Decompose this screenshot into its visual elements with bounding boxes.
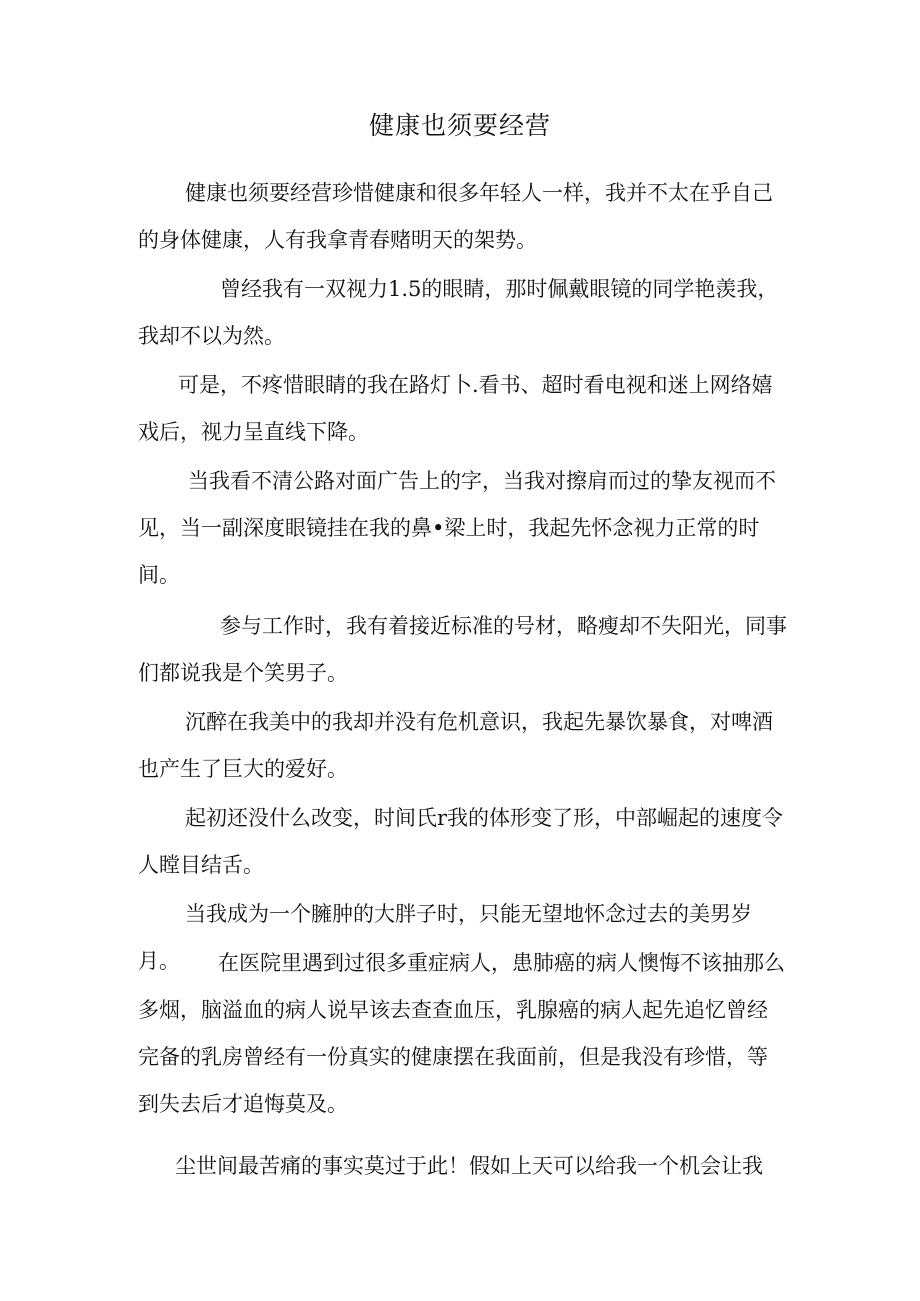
paragraph-7: 起初还没什么改变，时间氏r我的体形变了形，中部崛起的速度令人瞠目结舌。 xyxy=(138,806,784,877)
paragraph-8: 当我成为一个臃肿的大胖子时，只能无望地怀念过去的美男岁月。 xyxy=(138,902,752,973)
paragraph-1: 健康也须要经营珍惜健康和很多年轻人一样，我并不太在乎自己的身体健康，人有我拿青春赌明天的架势。 xyxy=(138,181,773,252)
paragraph-9: 在医院里遇到过很多重症病人，患肺癌的病人懊悔不该抽那么多烟，脑溢血的病人说早该去查查血压，乳腺癌的病人起先追忆曾经完备的乳房曾经有一份真实的健康摆在我面前，但是我没有珍惜，等到失去后才追悔莫及。 xyxy=(138,951,785,1116)
paragraph-4: 当我看不清公路对面广告上的字，当我对擦肩而过的挚友视而不见，当一副深度眼镜挂在我的鼻•梁上时，我起先怀念视力正常的时间。 xyxy=(138,469,776,587)
paragraph-3: 可是，不疼惜眼睛的我在路灯卜.看书、超时看电视和迷上网络嬉戏后，视力呈直线下降。 xyxy=(138,373,773,444)
paragraph-2: 曾经我有一双视力1.5的眼睛，那时佩戴眼镜的同学艳羡我，我却不以为然。 xyxy=(138,277,779,348)
paragraph-5: 参与工作时，我有着接近标准的号材，略瘦却不失阳光，同事们都说我是个笑男子。 xyxy=(138,614,787,685)
paragraph-6: 沉醉在我美中的我却并没有危机意识，我起先暴饮暴食，对啤酒也产生了巨大的爱好。 xyxy=(138,710,773,781)
document-title: 健康也须要经营 xyxy=(368,111,551,140)
paragraph-10: 尘世间最苦痛的事实莫过于此！假如上天可以给我一个机会让我 xyxy=(175,1154,763,1178)
